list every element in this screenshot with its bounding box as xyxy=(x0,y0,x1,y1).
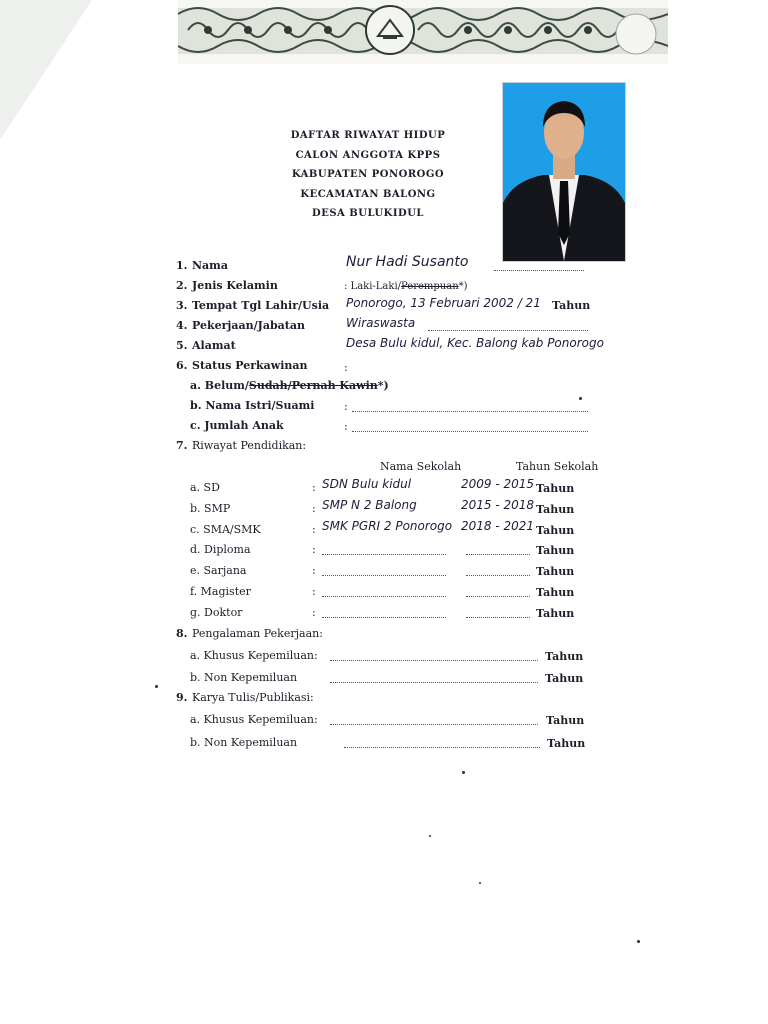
unit-tahun: Tahun xyxy=(545,672,584,685)
field-number: 3. xyxy=(176,299,188,312)
dotted-line xyxy=(352,431,588,432)
colon: : xyxy=(312,502,316,515)
pengalaman-row-b: b. Non Kepemiluan xyxy=(190,671,298,684)
option-struck: Sudah/Pernah Kawin xyxy=(248,379,378,392)
field-value-jenis-kelamin xyxy=(344,281,468,292)
section-title-pengalaman: Pengalaman Pekerjaan: xyxy=(192,627,323,640)
option-belum: a. Belum/ xyxy=(190,379,249,392)
header-line-5: DESA BULUKIDUL xyxy=(312,208,424,219)
profile-photo xyxy=(502,82,626,262)
field-number: 1. xyxy=(176,259,188,272)
education-school-name: SDN Bulu kidul xyxy=(322,477,412,491)
unit-tahun: Tahun xyxy=(547,737,586,750)
dotted-line xyxy=(322,575,446,576)
dotted-line xyxy=(330,682,538,683)
colon: : xyxy=(312,543,316,556)
field-number: 9. xyxy=(176,691,188,704)
unit-tahun: Tahun xyxy=(536,607,575,620)
header-line-2: CALON ANGGOTA KPPS xyxy=(295,149,441,161)
person-portrait-icon xyxy=(503,83,625,261)
scan-speck xyxy=(479,882,481,884)
colon: : xyxy=(312,481,316,494)
dotted-line xyxy=(466,575,530,576)
option-female-struck: Perempuan xyxy=(401,281,459,292)
field-number: 4. xyxy=(176,319,188,332)
field-label-alamat: Alamat xyxy=(192,339,236,352)
field-value-nama: Nur Hadi Susanto xyxy=(346,254,469,270)
unit-tahun: Tahun xyxy=(536,524,575,537)
dotted-line xyxy=(352,411,588,412)
education-years: 2018 - 2021 xyxy=(461,519,535,533)
section-title-karya: Karya Tulis/Publikasi: xyxy=(192,691,314,704)
dotted-line xyxy=(322,617,446,618)
ornament-pattern-icon xyxy=(178,0,668,64)
field-label-pekerjaan: Pekerjaan/Jabatan xyxy=(192,319,305,332)
dotted-line xyxy=(322,596,446,597)
document-header xyxy=(268,126,468,224)
field-number: 8. xyxy=(176,627,188,640)
unit-tahun: Tahun xyxy=(536,586,575,599)
field-number: 5. xyxy=(176,339,188,352)
colon: : xyxy=(312,523,316,536)
field-number: 7. xyxy=(176,439,188,452)
pengalaman-row-a: a. Khusus Kepemiluan: xyxy=(190,649,318,662)
education-level-label: c. SMA/SMK xyxy=(190,523,261,536)
field-number: 2. xyxy=(176,279,188,292)
ornamental-border xyxy=(178,0,668,64)
field-label-status: Status Perkawinan xyxy=(192,359,308,372)
paper-fold-shadow xyxy=(0,0,92,140)
status-option-a xyxy=(190,379,389,392)
education-level-label: e. Sarjana xyxy=(190,564,247,577)
dotted-line xyxy=(330,724,538,725)
education-level-label: d. Diploma xyxy=(190,543,251,556)
footnote-mark: *) xyxy=(377,379,389,392)
scan-speck xyxy=(579,397,582,400)
education-level-label: a. SD xyxy=(190,481,220,494)
colon: : xyxy=(312,585,316,598)
field-value-pekerjaan: Wiraswasta xyxy=(346,316,416,330)
unit-tahun: Tahun xyxy=(536,544,575,557)
scan-speck xyxy=(462,771,465,774)
dotted-line xyxy=(322,554,446,555)
education-years: 2009 - 2015 xyxy=(461,477,535,491)
karya-row-a: a. Khusus Kepemiluan: xyxy=(190,713,318,726)
unit-tahun: Tahun xyxy=(536,482,575,495)
header-line-3: KABUPATEN PONOROGO xyxy=(291,169,445,180)
field-number: 6. xyxy=(176,359,188,372)
unit-tahun: Tahun xyxy=(536,503,575,516)
header-line-1: DAFTAR RIWAYAT HIDUP xyxy=(290,130,446,141)
field-value-alamat: Desa Bulu kidul, Kec. Balong kab Ponorogo xyxy=(346,336,604,350)
dotted-line xyxy=(344,747,540,748)
education-school-name: SMK PGRI 2 Ponorogo xyxy=(322,519,453,533)
column-header-sekolah: Nama Sekolah xyxy=(380,460,462,473)
colon: : xyxy=(344,420,348,433)
footnote-mark: *) xyxy=(458,281,468,292)
dotted-line xyxy=(466,596,530,597)
scan-speck xyxy=(637,940,640,943)
education-years: 2015 - 2018 xyxy=(461,498,535,512)
dotted-line xyxy=(330,660,538,661)
unit-tahun: Tahun xyxy=(545,650,584,663)
dotted-line xyxy=(428,330,588,331)
education-level-label: b. SMP xyxy=(190,502,231,515)
colon: : xyxy=(344,400,348,413)
colon: : xyxy=(344,361,348,374)
field-value-ttl: Ponorogo, 13 Februari 2002 / 21 xyxy=(346,296,541,310)
unit-tahun: Tahun xyxy=(546,714,585,727)
section-title-pendidikan: Riwayat Pendidikan: xyxy=(192,439,307,452)
karya-row-b: b. Non Kepemiluan xyxy=(190,736,298,749)
field-label-nama-istri: b. Nama Istri/Suami xyxy=(190,399,315,412)
scan-speck xyxy=(429,835,431,837)
education-level-label: f. Magister xyxy=(190,585,251,598)
option-male: : Laki-Laki/ xyxy=(344,281,402,292)
field-label-ttl: Tempat Tgl Lahir/Usia xyxy=(192,299,330,312)
field-label-nama: Nama xyxy=(192,259,228,272)
colon: : xyxy=(312,564,316,577)
scan-speck xyxy=(155,685,158,688)
field-label-jenis-kelamin: Jenis Kelamin xyxy=(192,279,278,292)
column-header-tahun: Tahun Sekolah xyxy=(516,460,599,473)
dotted-line xyxy=(494,270,584,271)
dotted-line xyxy=(466,554,530,555)
unit-tahun: Tahun xyxy=(536,565,575,578)
education-school-name: SMP N 2 Balong xyxy=(322,498,417,512)
header-line-4: KECAMATAN BALONG xyxy=(300,188,436,200)
unit-tahun: Tahun xyxy=(552,299,591,312)
education-level-label: g. Doktor xyxy=(190,606,243,619)
field-label-jumlah-anak: c. Jumlah Anak xyxy=(190,419,284,432)
colon: : xyxy=(312,606,316,619)
dotted-line xyxy=(466,617,530,618)
